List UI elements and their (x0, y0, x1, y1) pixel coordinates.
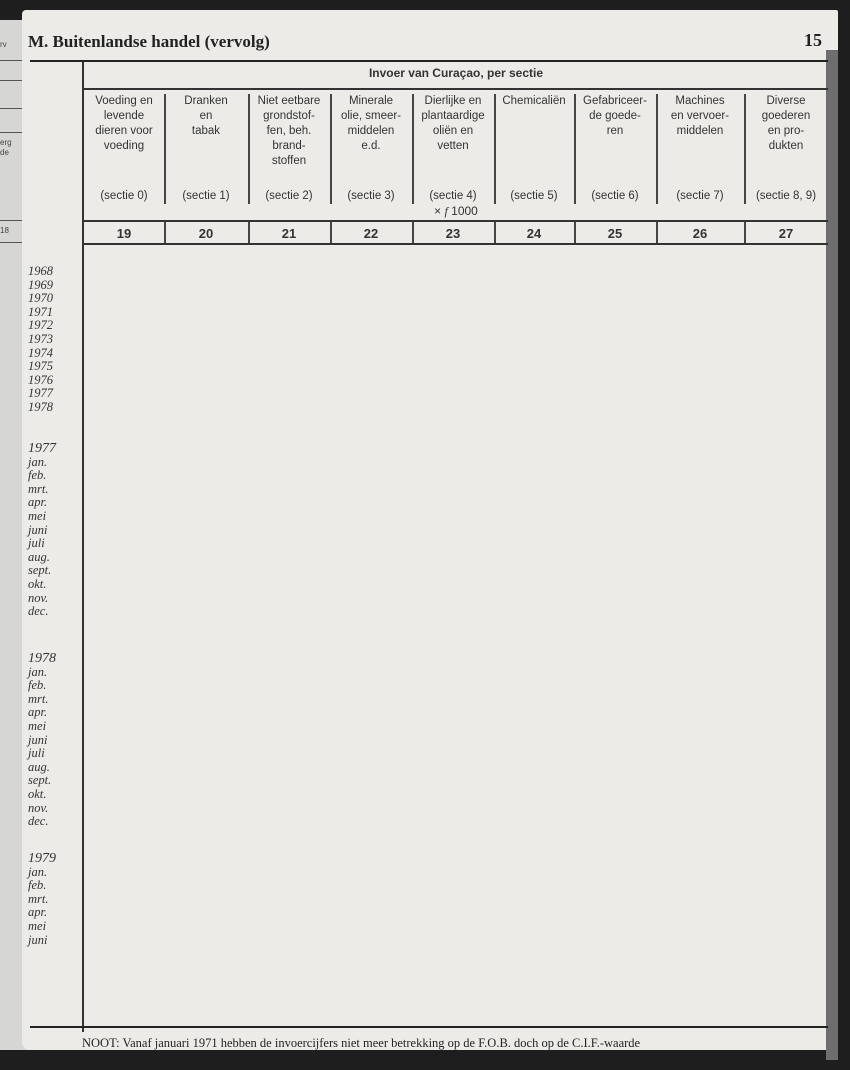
column-header-line: olie, smeer- (340, 110, 402, 122)
row-label: mrt. (28, 691, 49, 706)
block-year-heading: 1979 (28, 851, 56, 866)
row-label: 1970 (28, 291, 53, 306)
row-label: okt. (28, 576, 47, 591)
table-group-heading: Invoer van Curaçao, per sectie (368, 66, 544, 80)
column-header (412, 94, 494, 204)
row-label: mrt. (28, 481, 49, 496)
column-number: 19 (116, 226, 132, 241)
row-label: mei (28, 508, 47, 523)
column-number-top-rule (84, 220, 828, 222)
row-label: 1972 (28, 318, 53, 333)
footnote: NOOT: Vanaf januari 1971 hebben de invoercijfers niet meer betrekking op de F.O.B. doch op de C.I.F.-waarde (82, 1036, 641, 1050)
row-label: juli (28, 746, 45, 761)
column-number: 20 (198, 226, 214, 241)
column-divider (164, 94, 166, 204)
column-header (248, 94, 330, 204)
row-label: juli (28, 536, 45, 551)
column-header (494, 94, 574, 204)
unit-label: × f 1000 (434, 204, 478, 218)
section-label: (sectie 0) (100, 190, 148, 202)
column-header-line: oliën en (432, 125, 474, 137)
column-header-line: Dierlijke en (424, 95, 482, 107)
column-header-line: brand- (272, 140, 306, 152)
column-header-line: dukten (768, 140, 804, 152)
column-header-line: middelen (347, 125, 395, 137)
row-label: 1974 (28, 345, 53, 360)
column-header-line: vetten (437, 140, 469, 152)
section-label: (sectie 3) (347, 190, 395, 202)
row-label: jan. (28, 454, 48, 469)
column-number: 21 (281, 226, 297, 241)
column-header-line: voeding (103, 140, 145, 152)
section-label: (sectie 1) (182, 190, 230, 202)
column-header-line: en pro- (767, 125, 805, 137)
prev-page-text: erg (0, 138, 12, 147)
column-header-line: en vervoer- (670, 110, 730, 122)
column-number-bottom-rule (84, 243, 828, 245)
section-label: (sectie 2) (265, 190, 313, 202)
column-number: 24 (526, 226, 542, 241)
row-label: sept. (28, 563, 52, 578)
column-header (744, 94, 828, 204)
column-header-line: fen, beh. (266, 125, 312, 137)
row-label: juni (28, 732, 48, 747)
row-label: feb. (28, 678, 47, 693)
column-header-line: Niet eetbare (257, 95, 321, 107)
section-label: (sectie 4) (429, 190, 477, 202)
column-divider (412, 94, 414, 204)
row-label: mei (28, 918, 47, 933)
row-label: 1968 (28, 264, 53, 278)
column-header-line: tabak (191, 125, 221, 137)
row-label: mrt. (28, 891, 49, 906)
column-divider (330, 94, 332, 204)
column-header-line: stoffen (271, 155, 307, 167)
bottom-rule (30, 1026, 828, 1028)
column-header-line: plantaardige (421, 110, 485, 122)
column-header-line: Minerale (348, 95, 394, 107)
page-title: M. Buitenlandse handel (vervolg) (28, 32, 270, 51)
row-labels (28, 652, 56, 829)
row-label: apr. (28, 495, 48, 510)
column-header-line: ren (606, 125, 624, 137)
row-labels (28, 852, 56, 947)
column-divider (744, 94, 746, 204)
column-header-line: Voeding en (95, 95, 153, 107)
column-header-line: Machines (675, 95, 725, 107)
column-header-line: de goede- (589, 110, 641, 122)
row-label: apr. (28, 905, 48, 920)
column-header-line: e.d. (361, 140, 381, 152)
row-label: apr. (28, 705, 48, 720)
document-page (22, 10, 838, 1050)
column-divider (656, 94, 658, 204)
section-label: (sectie 7) (676, 190, 724, 202)
column-header (84, 94, 164, 204)
column-header-line: levende (103, 110, 145, 122)
column-header-line: Chemicaliën (502, 95, 566, 107)
section-label: (sectie 8, 9) (755, 190, 817, 202)
row-labels (28, 442, 56, 619)
column-header-line: dieren voor (95, 125, 153, 137)
prev-page-text: 18 (0, 226, 9, 235)
row-label: 1973 (28, 331, 53, 346)
prev-page-text: de (0, 148, 9, 157)
column-divider (494, 94, 496, 204)
guilder-symbol: f (444, 204, 448, 218)
header-rule (84, 88, 828, 90)
page-number: 15 (804, 30, 822, 50)
block-year-heading: 1978 (28, 651, 56, 666)
row-label: 1971 (28, 304, 53, 319)
row-label: 1969 (28, 277, 53, 292)
row-label: sept. (28, 773, 52, 788)
section-label: (sectie 5) (510, 190, 558, 202)
top-rule (30, 60, 828, 62)
column-header-line: en (199, 110, 213, 122)
row-labels (28, 265, 53, 415)
column-number: 25 (607, 226, 623, 241)
column-header (574, 94, 656, 204)
row-label: jan. (28, 864, 48, 879)
row-label: feb. (28, 468, 47, 483)
row-label: 1975 (28, 359, 53, 374)
row-label: nov. (28, 800, 49, 815)
column-header-line: middelen (676, 125, 724, 137)
prev-page-text: rv (0, 40, 7, 49)
column-header-line: goederen (761, 110, 811, 122)
row-label: 1977 (28, 386, 53, 401)
row-label: juni (28, 522, 48, 537)
column-header-line: Gefabriceer- (583, 95, 647, 107)
row-label: feb. (28, 878, 47, 893)
column-header-line: grondstof- (263, 110, 315, 122)
column-number: 22 (363, 226, 379, 241)
section-label: (sectie 6) (591, 190, 639, 202)
column-divider (248, 94, 250, 204)
row-label: dec. (28, 814, 49, 829)
row-label: aug. (28, 549, 50, 564)
column-header (656, 94, 744, 204)
column-divider (574, 94, 576, 204)
row-label: 1976 (28, 372, 53, 387)
row-label: juni (28, 932, 48, 947)
row-label: okt. (28, 786, 47, 801)
block-year-heading: 1977 (28, 441, 56, 456)
row-label: nov. (28, 590, 49, 605)
row-label: jan. (28, 664, 48, 679)
row-label: dec. (28, 604, 49, 619)
column-header (164, 94, 248, 204)
column-number: 23 (445, 226, 461, 241)
row-label: mei (28, 718, 47, 733)
column-header-line: Diverse (766, 95, 806, 107)
column-header (330, 94, 412, 204)
column-number: 26 (692, 226, 708, 241)
column-number: 27 (778, 226, 794, 241)
row-label: 1978 (28, 399, 53, 414)
row-label: aug. (28, 759, 50, 774)
column-header-line: Dranken (184, 95, 228, 107)
